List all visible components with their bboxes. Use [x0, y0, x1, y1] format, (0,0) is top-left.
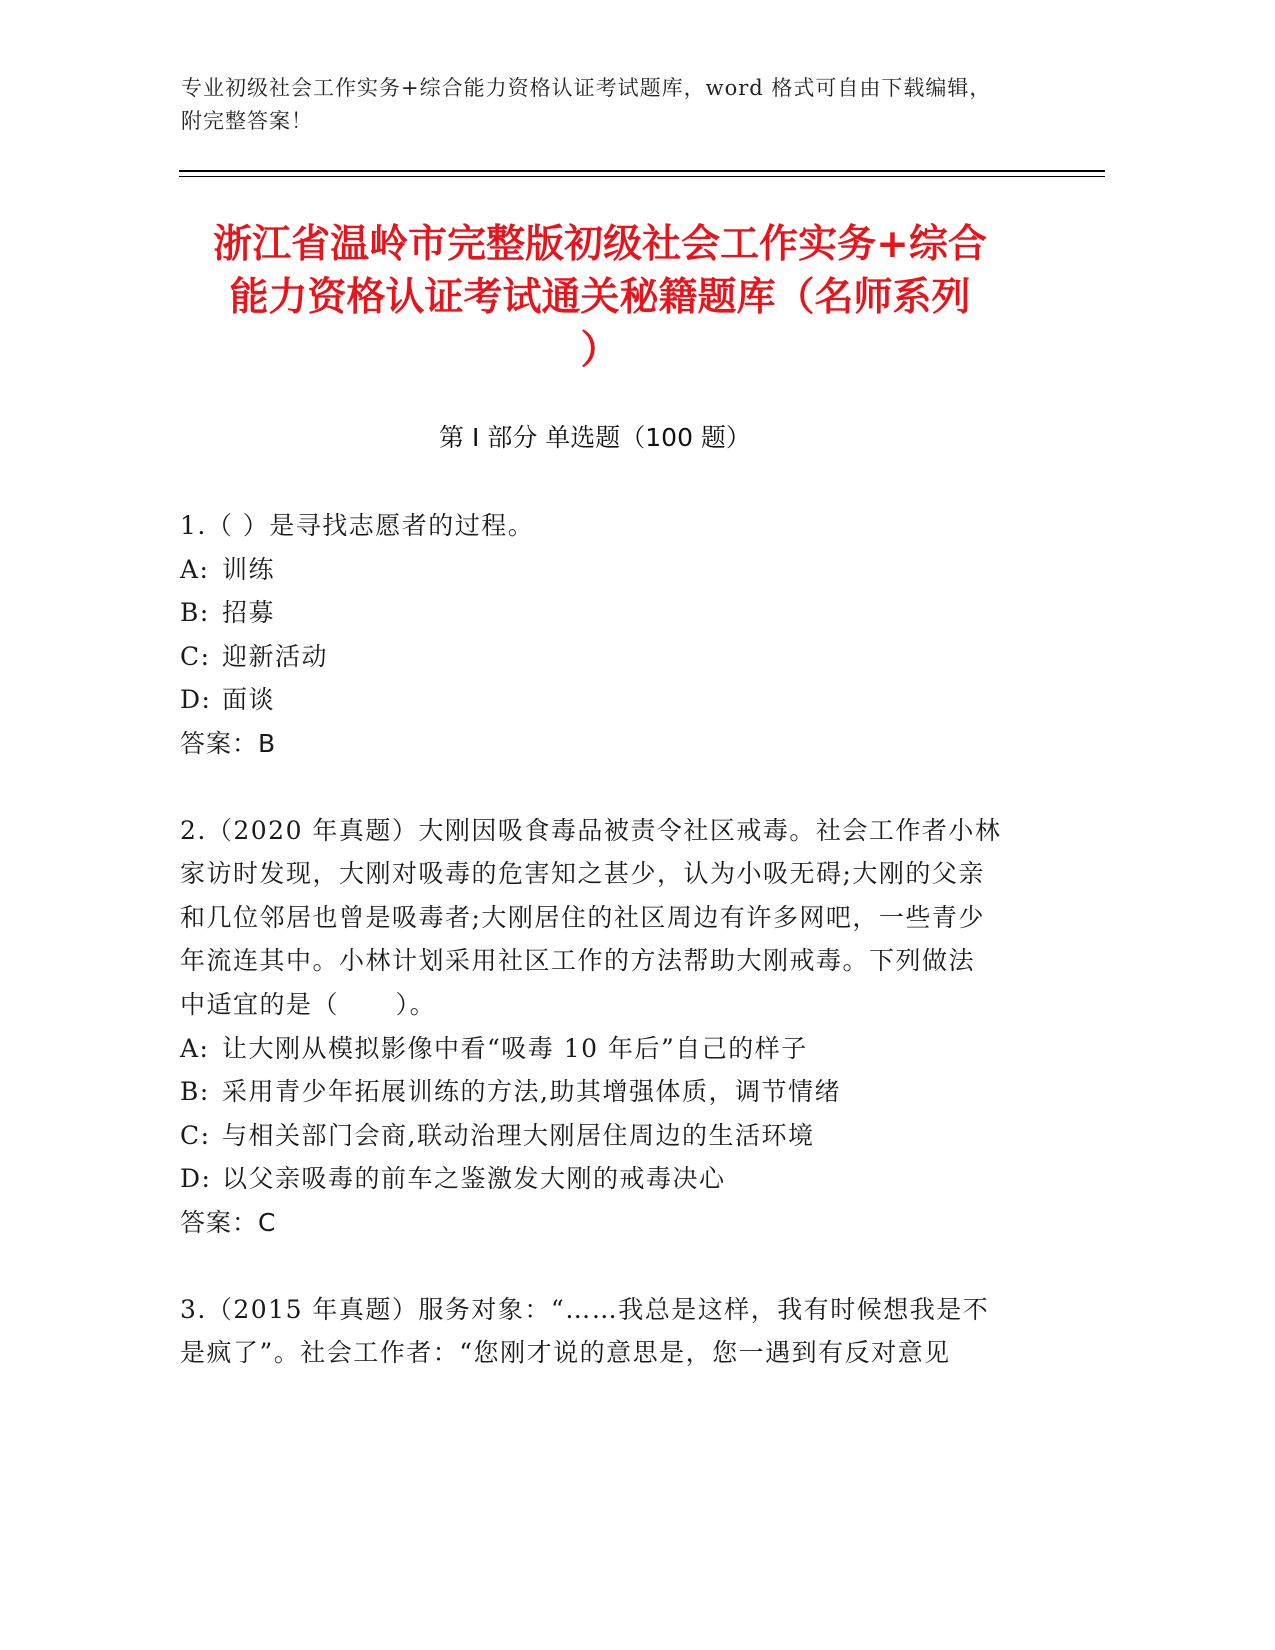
stem-line: 中适宜的是（ ）。: [180, 989, 437, 1019]
option-a: [180, 1027, 1050, 1071]
option-key: C:: [180, 1120, 211, 1150]
stem-line: 家访时发现，大刚对吸毒的危害知之甚少，认为小吸无碍;大刚的父亲: [180, 859, 985, 889]
option-text: 迎新活动: [222, 641, 329, 671]
stem-line: 1.（ ）是寻找志愿者的过程。: [180, 511, 535, 540]
header-note: [181, 72, 1051, 138]
question-stem: [180, 1288, 1050, 1375]
stem-line: 是疯了”。社会工作者：“您刚才说的意思是，您一遇到有反对意见: [180, 1338, 951, 1368]
header-note-line-2: 附完整答案！: [181, 109, 313, 133]
option-text: 采用青少年拓展训练的方法,助其增强体质，调节情绪: [222, 1077, 841, 1107]
option-b: [180, 1070, 1050, 1114]
option-a: [180, 548, 1050, 592]
option-text: 与相关部门会商,联动治理大刚居住周边的生活环境: [222, 1120, 815, 1150]
option-key: A:: [180, 1033, 210, 1063]
option-text: 招募: [222, 598, 276, 628]
option-key: D:: [180, 685, 212, 715]
stem-line: 2.（2020 年真题）大刚因吸食毒品被责令社区戒毒。社会工作者小林: [180, 815, 1002, 845]
option-text: 面谈: [222, 685, 276, 715]
option-key: B:: [180, 1077, 210, 1107]
stem-line: 和几位邻居也曾是吸毒者;大刚居住的社区周边有许多网吧，一些青少: [180, 902, 985, 932]
header-divider-thin: [179, 176, 1105, 177]
document-title-line-2: 能力资格认证考试通关秘籍题库（名师系列: [229, 275, 971, 320]
option-key: D:: [180, 1164, 212, 1194]
option-key: C:: [180, 641, 211, 671]
question-2: [180, 809, 1050, 1245]
header-note-line-1: 专业初级社会工作实务+综合能力资格认证考试题库，word 格式可自由下载编辑，: [181, 76, 992, 100]
question-list: [180, 504, 1050, 1418]
option-key: A:: [180, 554, 210, 584]
option-key: B:: [180, 598, 210, 628]
stem-line: 3.（2015 年真题）服务对象：“……我总是这样，我有时候想我是不: [180, 1294, 990, 1324]
option-b: [180, 591, 1050, 635]
option-text: 以父亲吸毒的前车之鉴激发大刚的戒毒决心: [222, 1164, 726, 1194]
option-c: [180, 635, 1050, 679]
option-text: 让大刚从模拟影像中看“吸毒 10 年后”自己的样子: [222, 1033, 808, 1063]
stem-line: 年流连其中。小林计划采用社区工作的方法帮助大刚戒毒。下列做法: [180, 946, 976, 976]
option-d: [180, 1157, 1050, 1201]
option-d: [180, 678, 1050, 722]
question-stem: [180, 809, 1050, 1027]
document-title-line-3: ）: [580, 328, 620, 373]
document-title: [160, 218, 1040, 377]
question-stem: [180, 504, 1050, 548]
section-title: 第 I 部分 单选题（100 题）: [439, 423, 751, 452]
option-text: 训练: [222, 554, 276, 584]
option-c: [180, 1114, 1050, 1158]
answer: 答案：B: [180, 728, 277, 758]
question-3: [180, 1288, 1050, 1375]
answer: 答案：C: [180, 1207, 277, 1237]
header-divider-thick: [179, 170, 1105, 172]
question-1: [180, 504, 1050, 766]
document-title-line-1: 浙江省温岭市完整版初级社会工作实务+综合: [213, 222, 987, 267]
